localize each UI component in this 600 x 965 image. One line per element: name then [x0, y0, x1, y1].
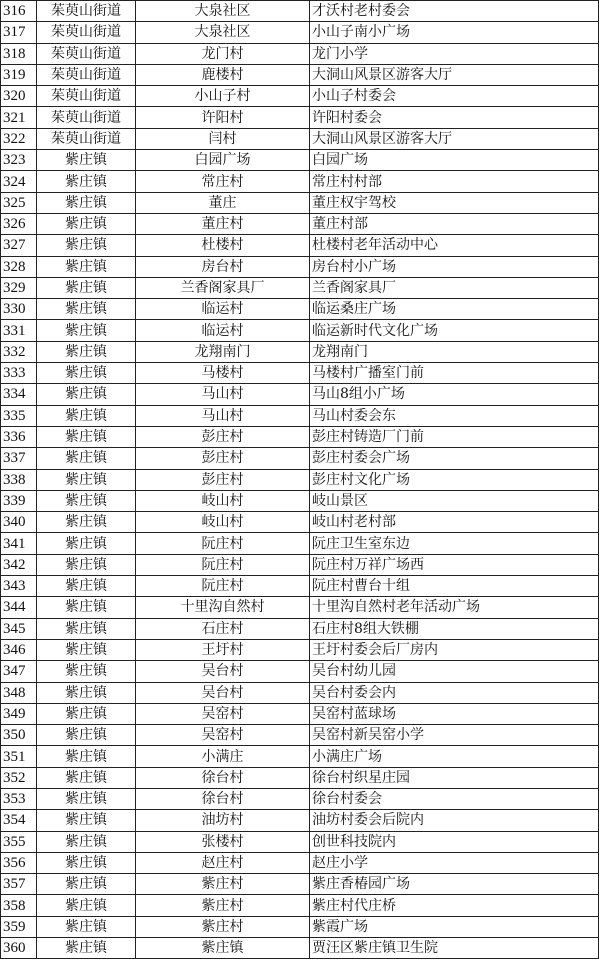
- table-row: [1, 213, 599, 234]
- town-cell: 紫庄镇: [37, 576, 136, 597]
- town-cell: 紫庄镇: [37, 363, 136, 384]
- table-row: [1, 64, 599, 85]
- table-row: [1, 341, 599, 362]
- town-cell: 紫庄镇: [37, 277, 136, 298]
- table-row: [1, 852, 599, 873]
- village-cell: 龙门村: [136, 43, 310, 64]
- town-cell: 紫庄镇: [37, 448, 136, 469]
- village-cell: 马楼村: [136, 363, 310, 384]
- table-row: [1, 86, 599, 107]
- row-number: 320: [1, 86, 37, 107]
- site-cell: 吴窑村蓝球场: [310, 703, 599, 724]
- town-cell: 紫庄镇: [37, 320, 136, 341]
- table-row: [1, 810, 599, 831]
- row-number: 350: [1, 725, 37, 746]
- row-number: 345: [1, 618, 37, 639]
- village-cell: 杜楼村: [136, 235, 310, 256]
- village-cell: 徐台村: [136, 767, 310, 788]
- village-cell: 吴窑村: [136, 703, 310, 724]
- town-cell: 紫庄镇: [37, 703, 136, 724]
- town-cell: 紫庄镇: [37, 405, 136, 426]
- site-list-body: [1, 1, 599, 959]
- site-cell: 马楼村广播室门前: [310, 363, 599, 384]
- town-cell: 紫庄镇: [37, 938, 136, 959]
- table-row: [1, 22, 599, 43]
- village-cell: 紫庄村: [136, 895, 310, 916]
- site-cell: 十里沟自然村老年活动广场: [310, 597, 599, 618]
- site-cell: 吴台村幼儿园: [310, 661, 599, 682]
- row-number: 321: [1, 107, 37, 128]
- row-number: 358: [1, 895, 37, 916]
- site-cell: 常庄村村部: [310, 171, 599, 192]
- village-cell: 鹿楼村: [136, 64, 310, 85]
- site-cell: 小山子南小广场: [310, 22, 599, 43]
- row-number: 327: [1, 235, 37, 256]
- town-cell: 紫庄镇: [37, 235, 136, 256]
- row-number: 322: [1, 128, 37, 149]
- village-cell: 房台村: [136, 256, 310, 277]
- table-row: [1, 916, 599, 937]
- table-row: [1, 576, 599, 597]
- village-cell: 兰香阁家具厂: [136, 277, 310, 298]
- village-cell: 十里沟自然村: [136, 597, 310, 618]
- site-cell: 小满庄广场: [310, 746, 599, 767]
- table-row: [1, 128, 599, 149]
- table-row: [1, 384, 599, 405]
- row-number: 360: [1, 938, 37, 959]
- village-cell: 小山子村: [136, 86, 310, 107]
- row-number: 359: [1, 916, 37, 937]
- row-number: 349: [1, 703, 37, 724]
- village-cell: 张楼村: [136, 831, 310, 852]
- site-cell: 大洞山风景区游客大厅: [310, 128, 599, 149]
- table-row: [1, 618, 599, 639]
- site-cell: 吴窑村新吴窑小学: [310, 725, 599, 746]
- town-cell: 紫庄镇: [37, 746, 136, 767]
- row-number: 334: [1, 384, 37, 405]
- site-cell: 许阳村委会: [310, 107, 599, 128]
- town-cell: 茱萸山街道: [37, 107, 136, 128]
- site-cell: 白园广场: [310, 150, 599, 171]
- town-cell: 紫庄镇: [37, 192, 136, 213]
- row-number: 340: [1, 512, 37, 533]
- site-cell: 大洞山风景区游客大厅: [310, 64, 599, 85]
- site-cell: 岐山村老村部: [310, 512, 599, 533]
- town-cell: 茱萸山街道: [37, 22, 136, 43]
- town-cell: 紫庄镇: [37, 788, 136, 809]
- town-cell: 紫庄镇: [37, 213, 136, 234]
- row-number: 352: [1, 767, 37, 788]
- site-cell: 创世科技院内: [310, 831, 599, 852]
- village-cell: 岐山村: [136, 490, 310, 511]
- row-number: 319: [1, 64, 37, 85]
- table-row: [1, 512, 599, 533]
- table-row: [1, 299, 599, 320]
- village-cell: 董庄村: [136, 213, 310, 234]
- site-cell: 吴台村委会内: [310, 682, 599, 703]
- row-number: 347: [1, 661, 37, 682]
- table-row: [1, 426, 599, 447]
- row-number: 333: [1, 363, 37, 384]
- row-number: 356: [1, 852, 37, 873]
- village-cell: 阮庄村: [136, 576, 310, 597]
- site-cell: 龙翔南门: [310, 341, 599, 362]
- town-cell: 紫庄镇: [37, 469, 136, 490]
- town-cell: 紫庄镇: [37, 682, 136, 703]
- table-row: [1, 725, 599, 746]
- site-cell: 徐台村织星庄园: [310, 767, 599, 788]
- town-cell: 紫庄镇: [37, 767, 136, 788]
- village-cell: 彭庄村: [136, 426, 310, 447]
- row-number: 353: [1, 788, 37, 809]
- town-cell: 紫庄镇: [37, 426, 136, 447]
- village-cell: 吴台村: [136, 682, 310, 703]
- village-cell: 大泉社区: [136, 22, 310, 43]
- site-cell: 彭庄村文化广场: [310, 469, 599, 490]
- town-cell: 茱萸山街道: [37, 1, 136, 22]
- site-cell: 临运桑庄广场: [310, 299, 599, 320]
- row-number: 324: [1, 171, 37, 192]
- town-cell: 紫庄镇: [37, 618, 136, 639]
- table-row: [1, 192, 599, 213]
- town-cell: 紫庄镇: [37, 895, 136, 916]
- site-cell: 小山子村委会: [310, 86, 599, 107]
- village-cell: 王圩村: [136, 639, 310, 660]
- site-cell: 徐台村委会: [310, 788, 599, 809]
- table-row: [1, 938, 599, 959]
- site-cell: 兰香阁家具厂: [310, 277, 599, 298]
- row-number: 326: [1, 213, 37, 234]
- row-number: 338: [1, 469, 37, 490]
- village-cell: 彭庄村: [136, 448, 310, 469]
- site-cell: 油坊村委会后院内: [310, 810, 599, 831]
- row-number: 318: [1, 43, 37, 64]
- table-row: [1, 171, 599, 192]
- site-cell: 马山8组小广场: [310, 384, 599, 405]
- row-number: 325: [1, 192, 37, 213]
- town-cell: 紫庄镇: [37, 171, 136, 192]
- site-cell: 贾汪区紫庄镇卫生院: [310, 938, 599, 959]
- table-row: [1, 320, 599, 341]
- village-cell: 阮庄村: [136, 554, 310, 575]
- town-cell: 紫庄镇: [37, 639, 136, 660]
- table-row: [1, 490, 599, 511]
- town-cell: 紫庄镇: [37, 831, 136, 852]
- town-cell: 紫庄镇: [37, 490, 136, 511]
- village-cell: 小满庄: [136, 746, 310, 767]
- table-row: [1, 746, 599, 767]
- table-row: [1, 895, 599, 916]
- table-row: [1, 235, 599, 256]
- village-cell: 常庄村: [136, 171, 310, 192]
- table-row: [1, 682, 599, 703]
- site-cell: 紫庄香椿园广场: [310, 874, 599, 895]
- table-row: [1, 554, 599, 575]
- village-cell: 紫庄村: [136, 916, 310, 937]
- table-row: [1, 405, 599, 426]
- village-cell: 临运村: [136, 320, 310, 341]
- table-row: [1, 767, 599, 788]
- village-cell: 临运村: [136, 299, 310, 320]
- row-number: 351: [1, 746, 37, 767]
- village-cell: 马山村: [136, 405, 310, 426]
- town-cell: 紫庄镇: [37, 341, 136, 362]
- site-cell: 岐山景区: [310, 490, 599, 511]
- row-number: 316: [1, 1, 37, 22]
- row-number: 335: [1, 405, 37, 426]
- row-number: 354: [1, 810, 37, 831]
- village-cell: 阮庄村: [136, 533, 310, 554]
- village-cell: 吴窑村: [136, 725, 310, 746]
- village-cell: 大泉社区: [136, 1, 310, 22]
- row-number: 317: [1, 22, 37, 43]
- row-number: 331: [1, 320, 37, 341]
- site-cell: 阮庄卫生室东边: [310, 533, 599, 554]
- village-cell: 紫庄村: [136, 874, 310, 895]
- table-row: [1, 788, 599, 809]
- table-row: [1, 469, 599, 490]
- town-cell: 紫庄镇: [37, 299, 136, 320]
- site-cell: 才沃村老村委会: [310, 1, 599, 22]
- site-cell: 房台村小广场: [310, 256, 599, 277]
- town-cell: 茱萸山街道: [37, 64, 136, 85]
- site-cell: 龙门小学: [310, 43, 599, 64]
- table-row: [1, 533, 599, 554]
- village-cell: 董庄: [136, 192, 310, 213]
- table-row: [1, 256, 599, 277]
- row-number: 323: [1, 150, 37, 171]
- town-cell: 紫庄镇: [37, 512, 136, 533]
- village-cell: 紫庄镇: [136, 938, 310, 959]
- row-number: 341: [1, 533, 37, 554]
- village-cell: 徐台村: [136, 788, 310, 809]
- village-cell: 石庄村: [136, 618, 310, 639]
- village-cell: 吴台村: [136, 661, 310, 682]
- site-cell: 王圩村委会后厂房内: [310, 639, 599, 660]
- row-number: 344: [1, 597, 37, 618]
- row-number: 342: [1, 554, 37, 575]
- town-cell: 紫庄镇: [37, 150, 136, 171]
- town-cell: 紫庄镇: [37, 256, 136, 277]
- site-cell: 赵庄小学: [310, 852, 599, 873]
- village-cell: 马山村: [136, 384, 310, 405]
- row-number: 355: [1, 831, 37, 852]
- table-row: [1, 597, 599, 618]
- site-cell: 彭庄村委会广场: [310, 448, 599, 469]
- town-cell: 紫庄镇: [37, 916, 136, 937]
- village-cell: 岐山村: [136, 512, 310, 533]
- site-cell: 紫霞广场: [310, 916, 599, 937]
- table-row: [1, 639, 599, 660]
- village-cell: 许阳村: [136, 107, 310, 128]
- village-cell: 白园广场: [136, 150, 310, 171]
- table-row: [1, 363, 599, 384]
- town-cell: 紫庄镇: [37, 597, 136, 618]
- village-cell: 龙翔南门: [136, 341, 310, 362]
- town-cell: 紫庄镇: [37, 533, 136, 554]
- town-cell: 紫庄镇: [37, 874, 136, 895]
- town-cell: 茱萸山街道: [37, 43, 136, 64]
- site-cell: 阮庄村曹台十组: [310, 576, 599, 597]
- row-number: 332: [1, 341, 37, 362]
- row-number: 357: [1, 874, 37, 895]
- table-row: [1, 831, 599, 852]
- row-number: 329: [1, 277, 37, 298]
- row-number: 339: [1, 490, 37, 511]
- village-cell: 彭庄村: [136, 469, 310, 490]
- town-cell: 茱萸山街道: [37, 128, 136, 149]
- table-row: [1, 703, 599, 724]
- site-cell: 彭庄村铸造厂门前: [310, 426, 599, 447]
- site-cell: 阮庄村万祥广场西: [310, 554, 599, 575]
- village-cell: 赵庄村: [136, 852, 310, 873]
- site-cell: 紫庄村代庄桥: [310, 895, 599, 916]
- table-row: [1, 874, 599, 895]
- town-cell: 紫庄镇: [37, 725, 136, 746]
- site-cell: 董庄权宇驾校: [310, 192, 599, 213]
- row-number: 348: [1, 682, 37, 703]
- row-number: 336: [1, 426, 37, 447]
- table-row: [1, 1, 599, 22]
- town-cell: 紫庄镇: [37, 384, 136, 405]
- site-cell: 马山村委会东: [310, 405, 599, 426]
- table-row: [1, 107, 599, 128]
- village-cell: 闫村: [136, 128, 310, 149]
- table-row: [1, 448, 599, 469]
- row-number: 330: [1, 299, 37, 320]
- table-row: [1, 277, 599, 298]
- town-cell: 紫庄镇: [37, 852, 136, 873]
- town-cell: 紫庄镇: [37, 810, 136, 831]
- table-row: [1, 43, 599, 64]
- town-cell: 紫庄镇: [37, 554, 136, 575]
- row-number: 343: [1, 576, 37, 597]
- row-number: 328: [1, 256, 37, 277]
- site-cell: 石庄村8组大铁棚: [310, 618, 599, 639]
- site-cell: 临运新时代文化广场: [310, 320, 599, 341]
- table-row: [1, 661, 599, 682]
- village-cell: 油坊村: [136, 810, 310, 831]
- town-cell: 紫庄镇: [37, 661, 136, 682]
- row-number: 346: [1, 639, 37, 660]
- row-number: 337: [1, 448, 37, 469]
- site-cell: 杜楼村老年活动中心: [310, 235, 599, 256]
- table-row: [1, 150, 599, 171]
- town-cell: 茱萸山街道: [37, 86, 136, 107]
- site-cell: 董庄村部: [310, 213, 599, 234]
